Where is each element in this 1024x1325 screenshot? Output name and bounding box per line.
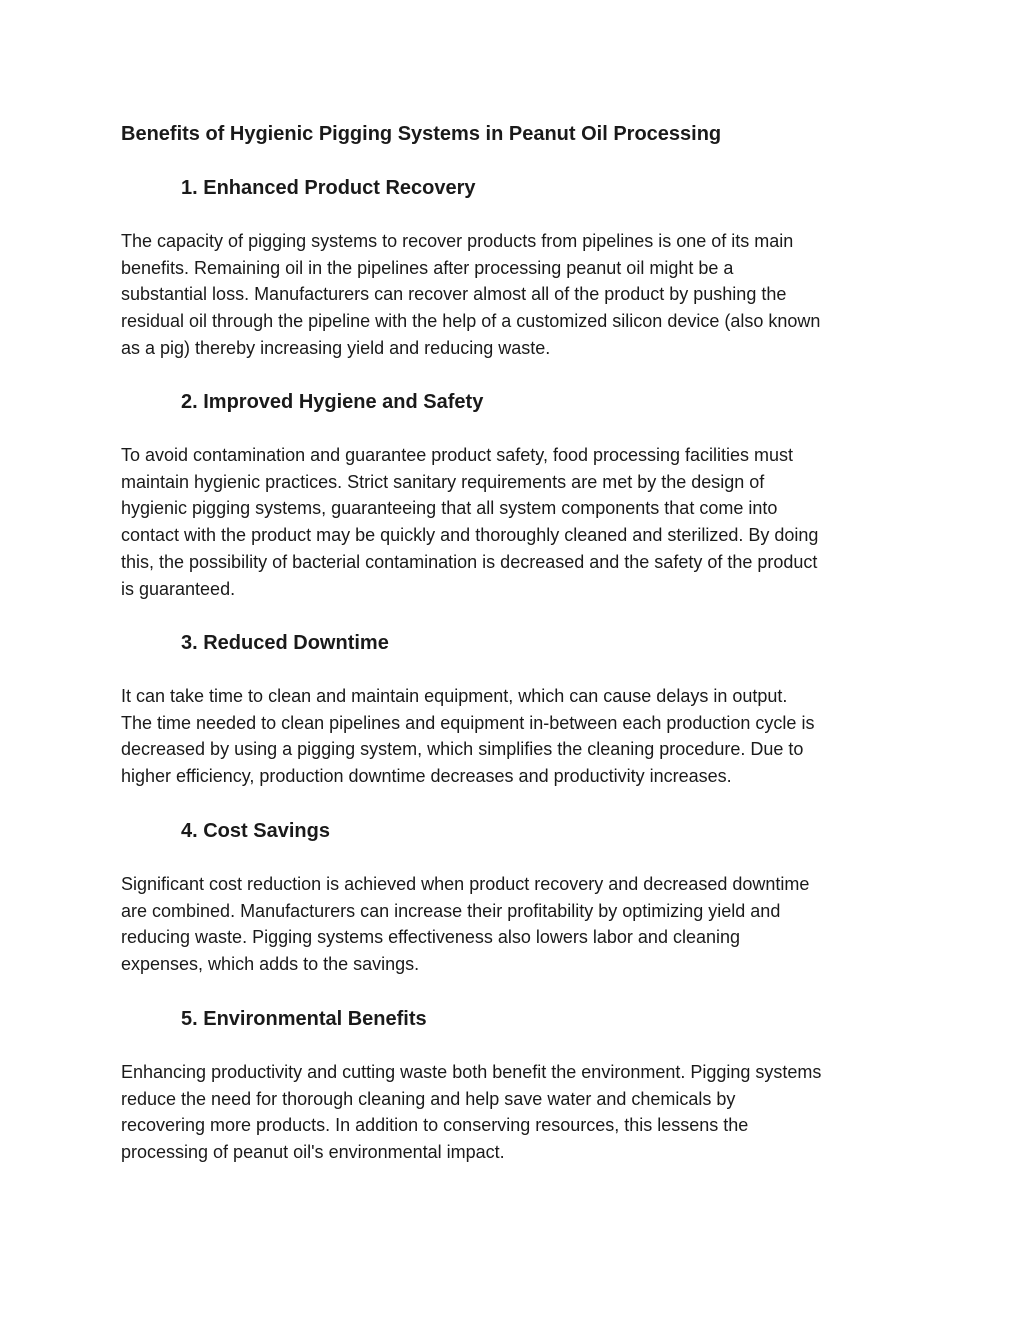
paragraph-line: residual oil through the pipeline with the help of a customized silicon device (also known	[121, 311, 821, 332]
paragraph-line: The capacity of pigging systems to recover products from pipelines is one of its main	[121, 231, 794, 251]
paragraph-line: expenses, which adds to the savings.	[121, 954, 420, 975]
section-heading-cost-savings: 4. Cost Savings	[181, 820, 330, 842]
section-heading-enhanced-product-recovery: 1. Enhanced Product Recovery	[181, 177, 476, 199]
section-body-improved-hygiene-and-safety	[121, 442, 911, 602]
paragraph-line: higher efficiency, production downtime decreases and productivity increases.	[121, 766, 732, 787]
paragraph-line: reducing waste. Pigging systems effectiveness also lowers labor and cleaning	[121, 927, 741, 948]
section-body-environmental-benefits	[121, 1059, 911, 1166]
paragraph-line: contact with the product may be quickly and thoroughly cleaned and sterilized. By doing	[121, 525, 819, 546]
paragraph-line: To avoid contamination and guarantee product safety, food processing facilities must	[121, 445, 794, 465]
paragraph-line: reduce the need for thorough cleaning and help save water and chemicals by	[121, 1088, 736, 1109]
paragraph-line: decreased by using a pigging system, which simplifies the cleaning procedure. Due to	[121, 739, 804, 760]
paragraph-line: this, the possibility of bacterial contamination is decreased and the safety of the product	[121, 551, 818, 572]
section-body-cost-savings	[121, 871, 911, 978]
section-heading-environmental-benefits: 5. Environmental Benefits	[181, 1008, 427, 1030]
paragraph-line: Significant cost reduction is achieved when product recovery and decreased downtime	[121, 874, 810, 894]
paragraph-line: Enhancing productivity and cutting waste both benefit the environment. Pigging systems	[121, 1062, 822, 1082]
section-heading-improved-hygiene-and-safety: 2. Improved Hygiene and Safety	[181, 391, 484, 413]
paragraph-line: benefits. Remaining oil in the pipelines after processing peanut oil might be a	[121, 257, 734, 278]
paragraph-line: substantial loss. Manufacturers can recover almost all of the product by pushing the	[121, 284, 787, 305]
section-heading-reduced-downtime: 3. Reduced Downtime	[181, 632, 389, 654]
paragraph-line: maintain hygienic practices. Strict sanitary requirements are met by the design of	[121, 471, 765, 492]
document-title: Benefits of Hygienic Pigging Systems in Peanut Oil Processing	[121, 123, 722, 145]
paragraph-line: as a pig) thereby increasing yield and reducing waste.	[121, 337, 551, 358]
section-body-enhanced-product-recovery	[121, 228, 911, 362]
paragraph-line: is guaranteed.	[121, 578, 236, 599]
paragraph-line: recovering more products. In addition to conserving resources, this lessens the	[121, 1115, 749, 1136]
paragraph-line: hygienic pigging systems, guaranteeing that all system components that come into	[121, 498, 778, 519]
paragraph-line: It can take time to clean and maintain equipment, which can cause delays in output.	[121, 686, 788, 706]
paragraph-line: are combined. Manufacturers can increase their profitability by optimizing yield and	[121, 900, 781, 921]
paragraph-line: processing of peanut oil's environmental impact.	[121, 1142, 505, 1163]
paragraph-line: The time needed to clean pipelines and equipment in-between each production cycle is	[121, 712, 815, 733]
section-body-reduced-downtime	[121, 683, 911, 790]
